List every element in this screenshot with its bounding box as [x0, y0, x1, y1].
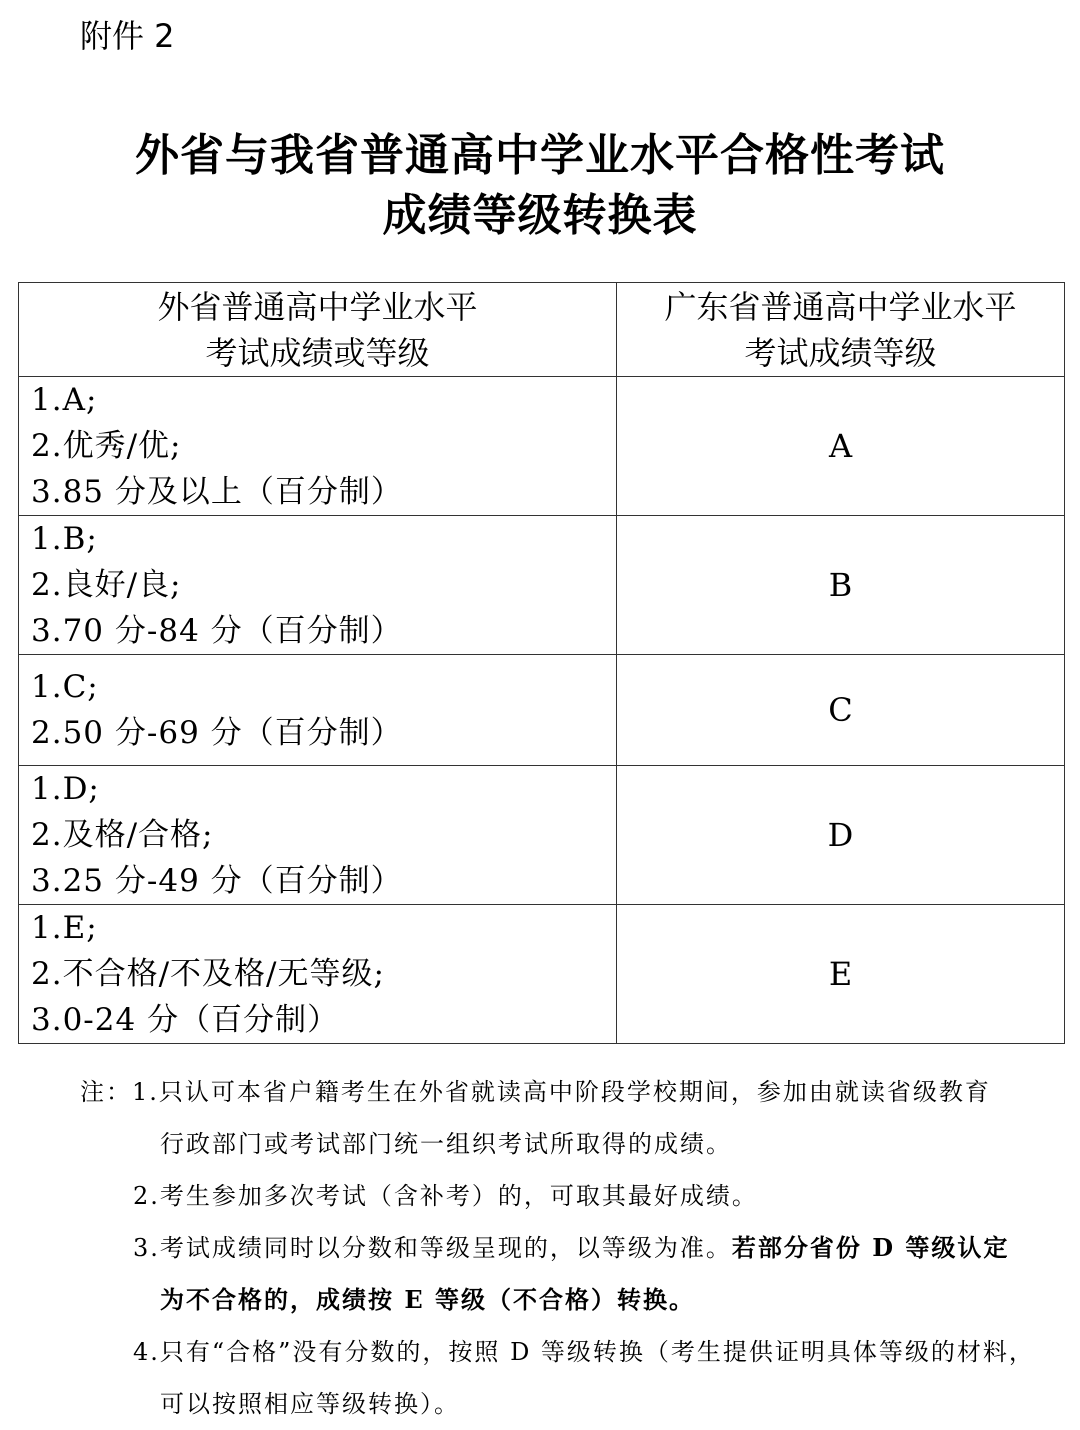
- note-3-line2: [80, 1274, 1020, 1326]
- source-line: 3.25 分-49 分（百分制）: [31, 863, 403, 899]
- source-cell: [19, 905, 617, 1044]
- note-4-line1: 4.只有“合格”没有分数的，按照 D 等级转换（考生提供证明具体等级的材料，: [133, 1338, 1035, 1366]
- table-row-d: [19, 766, 1065, 905]
- source-cell: [19, 516, 617, 655]
- note-1-line1: [80, 1066, 1020, 1118]
- note-2: 2.考生参加多次考试（含补考）的，可取其最好成绩。: [133, 1182, 758, 1210]
- source-line: 2.及格/合格;: [31, 817, 214, 853]
- grade-conversion-table: [18, 282, 1065, 1044]
- note-3-bold-part2: 为不合格的，成绩按 E 等级（不合格）转换。: [160, 1285, 696, 1314]
- note-3-line1: [80, 1222, 1020, 1274]
- source-cell: [19, 377, 617, 516]
- source-line: 3.85 分及以上（百分制）: [31, 474, 403, 510]
- source-line: 3.0-24 分（百分制）: [31, 1002, 340, 1038]
- page-title-line1: 外省与我省普通高中学业水平合格性考试: [135, 130, 945, 181]
- source-cell: [19, 655, 617, 766]
- note-1-text: 1.只认可本省户籍考生在外省就读高中阶段学校期间，参加由就读省级教育: [132, 1078, 991, 1106]
- note-3-bold-part1: 若部分省份 D 等级认定: [731, 1233, 1010, 1262]
- source-line: 1.C;: [31, 669, 99, 705]
- header-target: [617, 283, 1065, 377]
- header-source: [19, 283, 617, 377]
- source-line: 2.50 分-69 分（百分制）: [31, 715, 403, 751]
- note-1-line2: 行政部门或考试部门统一组织考试所取得的成绩。: [160, 1130, 732, 1158]
- note-4-line2: 可以按照相应等级转换）。: [160, 1390, 460, 1418]
- source-line: 3.70 分-84 分（百分制）: [31, 613, 403, 649]
- target-grade: C: [617, 655, 1065, 766]
- source-line: 1.D;: [31, 771, 100, 807]
- source-line: 1.E;: [31, 910, 98, 946]
- table-row-c: [19, 655, 1065, 766]
- table-row-e: [19, 905, 1065, 1044]
- header-target-line2: 考试成绩等级: [744, 333, 937, 372]
- attachment-label: 附件 2: [80, 17, 175, 55]
- table-row-a: [19, 377, 1065, 516]
- source-line: 2.良好/良;: [31, 567, 182, 603]
- header-target-line1: 广东省普通高中学业水平: [664, 287, 1017, 326]
- source-line: 1.A;: [31, 382, 98, 418]
- notes-prefix: 注：: [80, 1078, 132, 1106]
- source-line: 2.不合格/不及格/无等级;: [31, 956, 385, 992]
- header-source-line1: 外省普通高中学业水平: [157, 287, 478, 326]
- source-line: 2.优秀/优;: [31, 428, 182, 464]
- target-grade: E: [617, 905, 1065, 1044]
- notes-section: [80, 1066, 1035, 1430]
- table-header-row: [19, 283, 1065, 377]
- header-source-line2: 考试成绩或等级: [205, 333, 430, 372]
- table-row-b: [19, 516, 1065, 655]
- note-3-plain: 3.考试成绩同时以分数和等级呈现的，以等级为准。: [133, 1234, 732, 1262]
- source-line: 1.B;: [31, 521, 98, 557]
- target-grade: A: [617, 377, 1065, 516]
- page-title-line2: 成绩等级转换表: [382, 190, 698, 241]
- target-grade: B: [617, 516, 1065, 655]
- target-grade: D: [617, 766, 1065, 905]
- source-cell: [19, 766, 617, 905]
